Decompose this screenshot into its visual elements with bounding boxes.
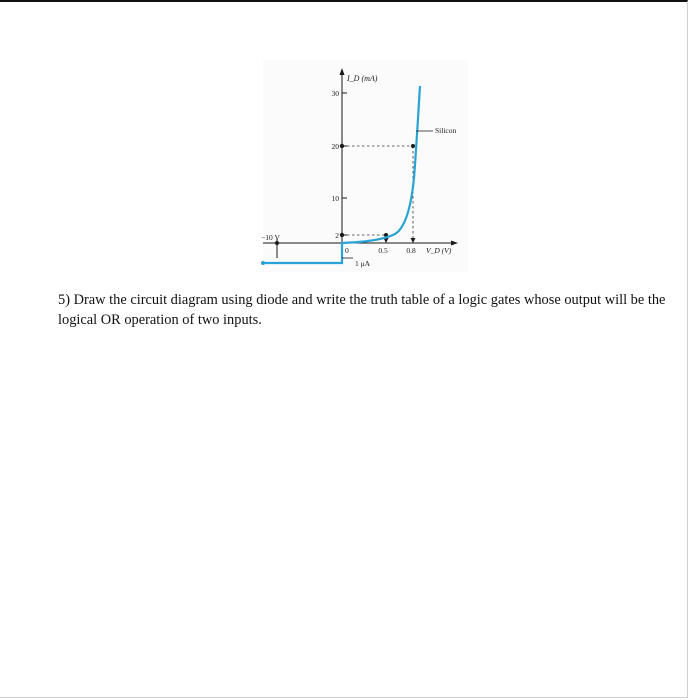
saturation-current-label: 1 μA <box>355 259 371 268</box>
y-tick-label-2: 2 <box>335 231 339 240</box>
reverse-voltage-label: −10 V <box>261 233 280 242</box>
origin-label: 0 <box>345 246 349 255</box>
x-tick-label-0.5: 0.5 <box>378 246 388 255</box>
curve-end-dot <box>261 261 265 265</box>
x-tick-label-0.8: 0.8 <box>406 246 416 255</box>
diode-iv-characteristic-figure <box>255 58 475 278</box>
dot-y-2 <box>340 233 344 237</box>
dot-y-20 <box>340 144 344 148</box>
y-tick-label-20: 20 <box>331 142 339 151</box>
x-axis-label: V_D (V) <box>426 246 452 255</box>
diode-iv-chart <box>255 58 475 278</box>
y-tick-label-10: 10 <box>331 194 339 203</box>
curve-label-silicon: Silicon <box>435 126 457 135</box>
y-axis-label: I_D (mA) <box>347 74 378 83</box>
y-tick-label-30: 30 <box>331 89 339 98</box>
dot-curve-20mA <box>411 144 415 148</box>
question-text: 5) Draw the circuit diagram using diode and write the truth table of a logic gates whose output will be the logical OR operation of two inputs. <box>58 292 666 328</box>
